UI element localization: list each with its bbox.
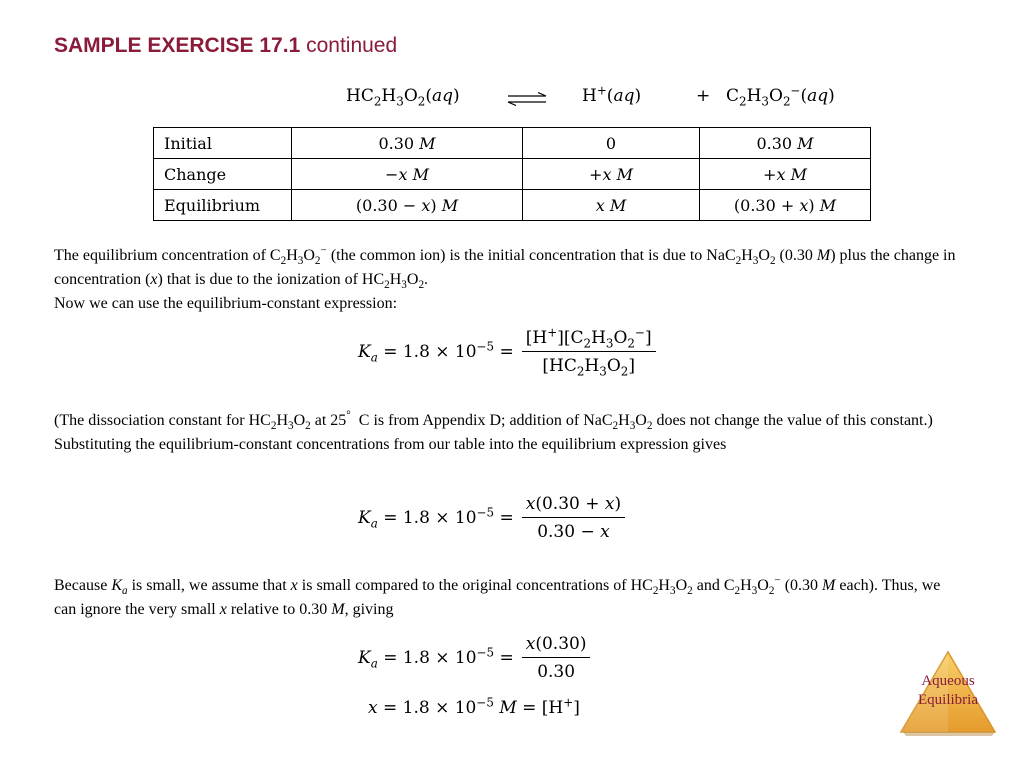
paragraph-now-we-can: Now we can use the equilibrium-constant expression: — [54, 295, 398, 312]
fraction-3-denominator: 0.30 — [537, 662, 576, 682]
slide-title — [54, 34, 397, 58]
equation-product-h: H+(aq) — [582, 83, 642, 106]
fraction-3-numerator: x(0.30) — [522, 634, 591, 658]
logo-line-1: Aqueous — [921, 673, 975, 689]
ice-cell: (0.30 + x) M — [700, 190, 871, 221]
ice-cell: x M — [523, 190, 700, 221]
fraction-2 — [522, 494, 625, 542]
paragraph-approximation: Because $K_a$ is small, we assume that x is small compared to the original concentrations of $HC_2H_3O_2$ and $C_2H_3O_2^-$ (0.30 M each). Thus, we can ignore the very small x relative to 0.30 M, giving — [54, 574, 941, 618]
ice-row-label: Change — [154, 159, 292, 190]
title-continued: continued — [306, 34, 398, 57]
fraction-3 — [522, 634, 591, 682]
equation-reactant: $HC_2H_3O_2(aq)$ — [346, 86, 460, 109]
logo-line-2: Equilibria — [918, 692, 978, 708]
formula-approximated — [358, 634, 590, 682]
formula-substituted — [358, 494, 625, 542]
ka-lhs: $K_a = 1.8 \times 10^{-5}$ = — [358, 339, 514, 365]
ice-row-initial — [154, 128, 871, 159]
ice-row-label: Initial — [154, 128, 292, 159]
fraction-1-numerator: $[H^+][C_2H_3O_2^-]$ — [522, 328, 656, 352]
fraction-2-numerator: x(0.30 + x) — [522, 494, 625, 518]
ka-lhs-2: $K_a = 1.8 \times 10^{-5}$ = — [358, 505, 514, 531]
equation-product-acetate: $C_2H_3O_2^-(aq)$ — [726, 83, 835, 109]
formula-final-result: $x = 1.8 \times 10^{-5}$ M = [H+] — [368, 695, 580, 718]
ice-cell: +x M — [700, 159, 871, 190]
title-bold: SAMPLE EXERCISE 17.1 — [54, 34, 301, 57]
formula-ka-expression — [358, 325, 656, 379]
logo-text — [898, 672, 998, 710]
fraction-2-denominator: 0.30 − x — [537, 522, 610, 542]
ice-cell: −x M — [292, 159, 523, 190]
ice-row-equilibrium — [154, 190, 871, 221]
ice-cell: 0.30 M — [700, 128, 871, 159]
equation-plus: + — [696, 86, 711, 106]
ice-cell: 0.30 M — [292, 128, 523, 159]
paragraph-common-ion: The equilibrium concentration of $C_2H_3O_2^-$ (the common ion) is the initial concentration that is due to $NaC_2H_3O_2$ (0.30 M) plus the change in concentration (x) that is due to the ionization of $HC_2H_3O_2$. Now we can use the equilibrium-constant expression: — [54, 244, 956, 312]
ice-cell: (0.30 − x) M — [292, 190, 523, 221]
ka-lhs-3: $K_a = 1.8 \times 10^{-5}$ = — [358, 645, 514, 671]
equilibrium-arrow-icon — [506, 92, 548, 106]
fraction-1 — [522, 325, 656, 379]
ice-row-change — [154, 159, 871, 190]
ice-table — [153, 127, 871, 221]
ice-row-label: Equilibrium — [154, 190, 292, 221]
ice-cell: 0 — [523, 128, 700, 159]
fraction-1-denominator: $[HC_2H_3O_2]$ — [542, 356, 635, 379]
ice-cell: +x M — [523, 159, 700, 190]
paragraph-dissociation-constant: (The dissociation constant for $HC_2H_3O_2$ at 25° C is from Appendix D; addition of $NaC_2H_3O_2$ does not change the value of this constant.) Substituting the equilibrium-constant concentrations from our table into the equilibrium expression gives — [54, 409, 933, 453]
